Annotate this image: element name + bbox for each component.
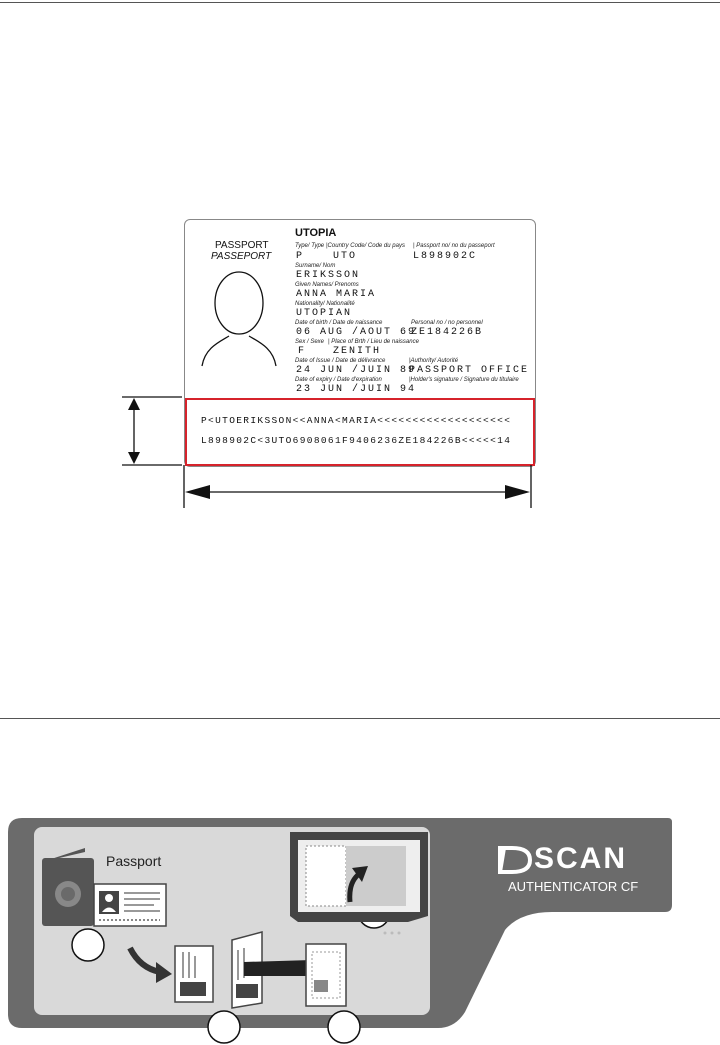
mrz-line-2: L898902C<3UTO6908061F9406236ZE184226B<<<<<14	[201, 435, 512, 446]
doc-type-value: P	[296, 251, 305, 262]
caption-sex: Sex / Sexe	[295, 339, 325, 345]
personal-number-value: ZE184226B	[411, 327, 484, 338]
date-of-birth-value: 06 AUG /AOUT 69	[296, 327, 417, 338]
caption-type: Type/ Type	[295, 243, 325, 249]
step-3-circle	[328, 1011, 360, 1043]
nationality-value: UTOPIAN	[296, 308, 353, 319]
passport-booklet-icon	[42, 848, 94, 926]
caption-nationality: Nationality/ Nationalité	[295, 301, 355, 307]
surname-value: ERIKSSON	[296, 270, 361, 281]
given-names-value: ANNA MARIA	[296, 289, 377, 300]
id-page-icon	[94, 884, 166, 926]
caption-personal-no: Personal no / no personnel	[411, 320, 483, 326]
caption-place-of-birth: | Place of Brth / Lieu de naissance	[328, 339, 419, 345]
passport-title-fr: PASSEPORT	[211, 251, 272, 262]
date-of-expiry-value: 23 JUN /JUIN 94	[296, 384, 417, 395]
caption-date-of-issue: Date of Issue / Date de délivrance	[295, 358, 386, 364]
rotated-document-icon	[175, 946, 213, 1002]
caption-date-of-birth: Date of birth / Date de naissance	[295, 320, 383, 326]
passport-number-value: L898902C	[413, 251, 478, 262]
caption-authority: |Authority/ Autorité	[409, 358, 459, 364]
brand-name: SCAN	[534, 842, 628, 875]
date-of-issue-value: 24 JUN /JUIN 89	[296, 365, 417, 376]
caption-date-of-expiry: Date of expiry / Date d'expiration	[295, 377, 382, 383]
caption-holder-signature: |Holder's signature / Signature du titulaire	[409, 377, 519, 383]
scanner-window-icon	[290, 832, 428, 935]
mrz-line-1: P<UTOERIKSSON<<ANNA<MARIA<<<<<<<<<<<<<<<<<<<	[201, 415, 512, 426]
sex-value: F	[298, 346, 307, 357]
product-name: AUTHENTICATOR CF	[508, 879, 639, 894]
caption-surname: Surname/ Nom	[295, 263, 336, 269]
place-of-birth-value: ZENITH	[333, 346, 382, 357]
placed-document-icon	[306, 944, 346, 1006]
step-2-circle	[208, 1011, 240, 1043]
authority-value: PASSPORT OFFICE	[409, 365, 530, 376]
caption-passport-no: | Passport no/ no du passeport	[413, 243, 495, 249]
passport-title-en: PASSPORT	[215, 240, 269, 251]
passport-label: Passport	[106, 853, 162, 869]
step-1-circle	[72, 929, 104, 961]
caption-country-code: |Country Code/ Code du pays	[326, 243, 405, 249]
country-name: UTOPIA	[295, 227, 337, 239]
caption-given-names: Given Names/ Prenoms	[295, 282, 359, 288]
country-code-value: UTO	[333, 251, 358, 262]
